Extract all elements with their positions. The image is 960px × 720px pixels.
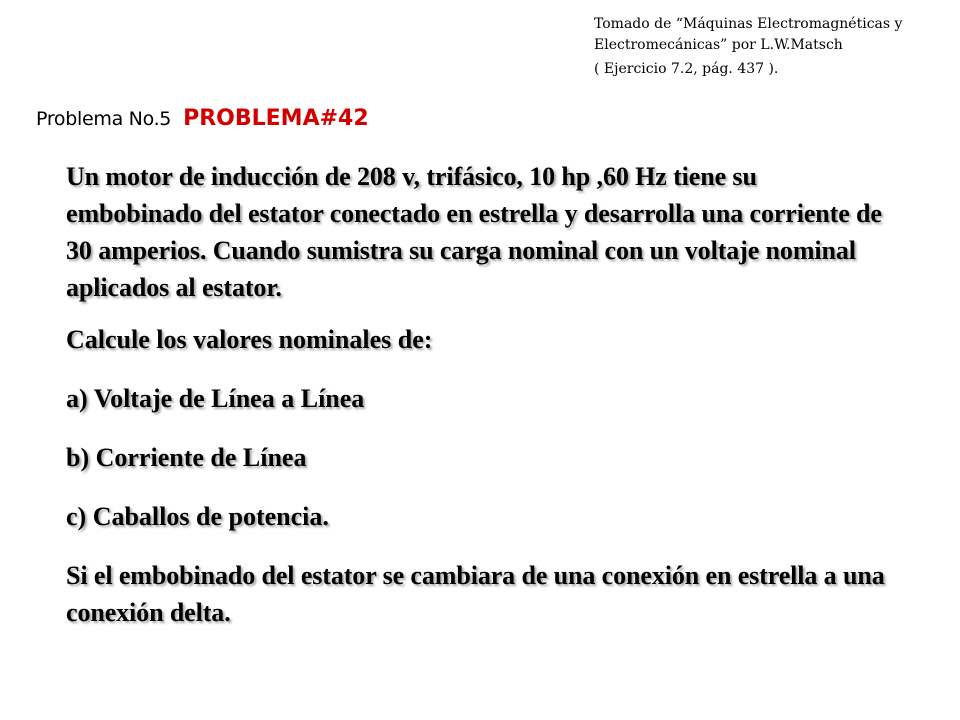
problem-number: Problema No.5 (36, 108, 172, 130)
problem-tag: PROBLEMA#42 (183, 106, 369, 131)
list-item: b) Corriente de Línea (66, 443, 307, 472)
problem-body (66, 158, 898, 631)
closing-statement: Si el embobinado del estator se cambiara de una conexión en estrella a una conexión delta. (66, 561, 885, 627)
instruction: Calcule los valores nominales de: (66, 325, 433, 354)
citation-line: Electromecánicas” por L.W.Matsch (594, 37, 843, 53)
problem-header (36, 106, 369, 131)
citation-reference: ( Ejercicio 7.2, pág. 437 ). (594, 61, 779, 77)
source-citation (594, 14, 946, 80)
list-item: a) Voltaje de Línea a Línea (66, 384, 365, 413)
citation-line: Tomado de “Máquinas Electromagnéticas y (594, 16, 903, 32)
problem-statement: Un motor de inducción de 208 v, trifásico, 10 hp ,60 Hz tiene su embobinado del estator conectado en estrella y desarrolla una corriente de 30 amperios. Cuando sumistra su carga nominal con un voltaje nominal aplicados al estator. (66, 162, 882, 302)
list-item: c) Caballos de potencia. (66, 502, 329, 531)
